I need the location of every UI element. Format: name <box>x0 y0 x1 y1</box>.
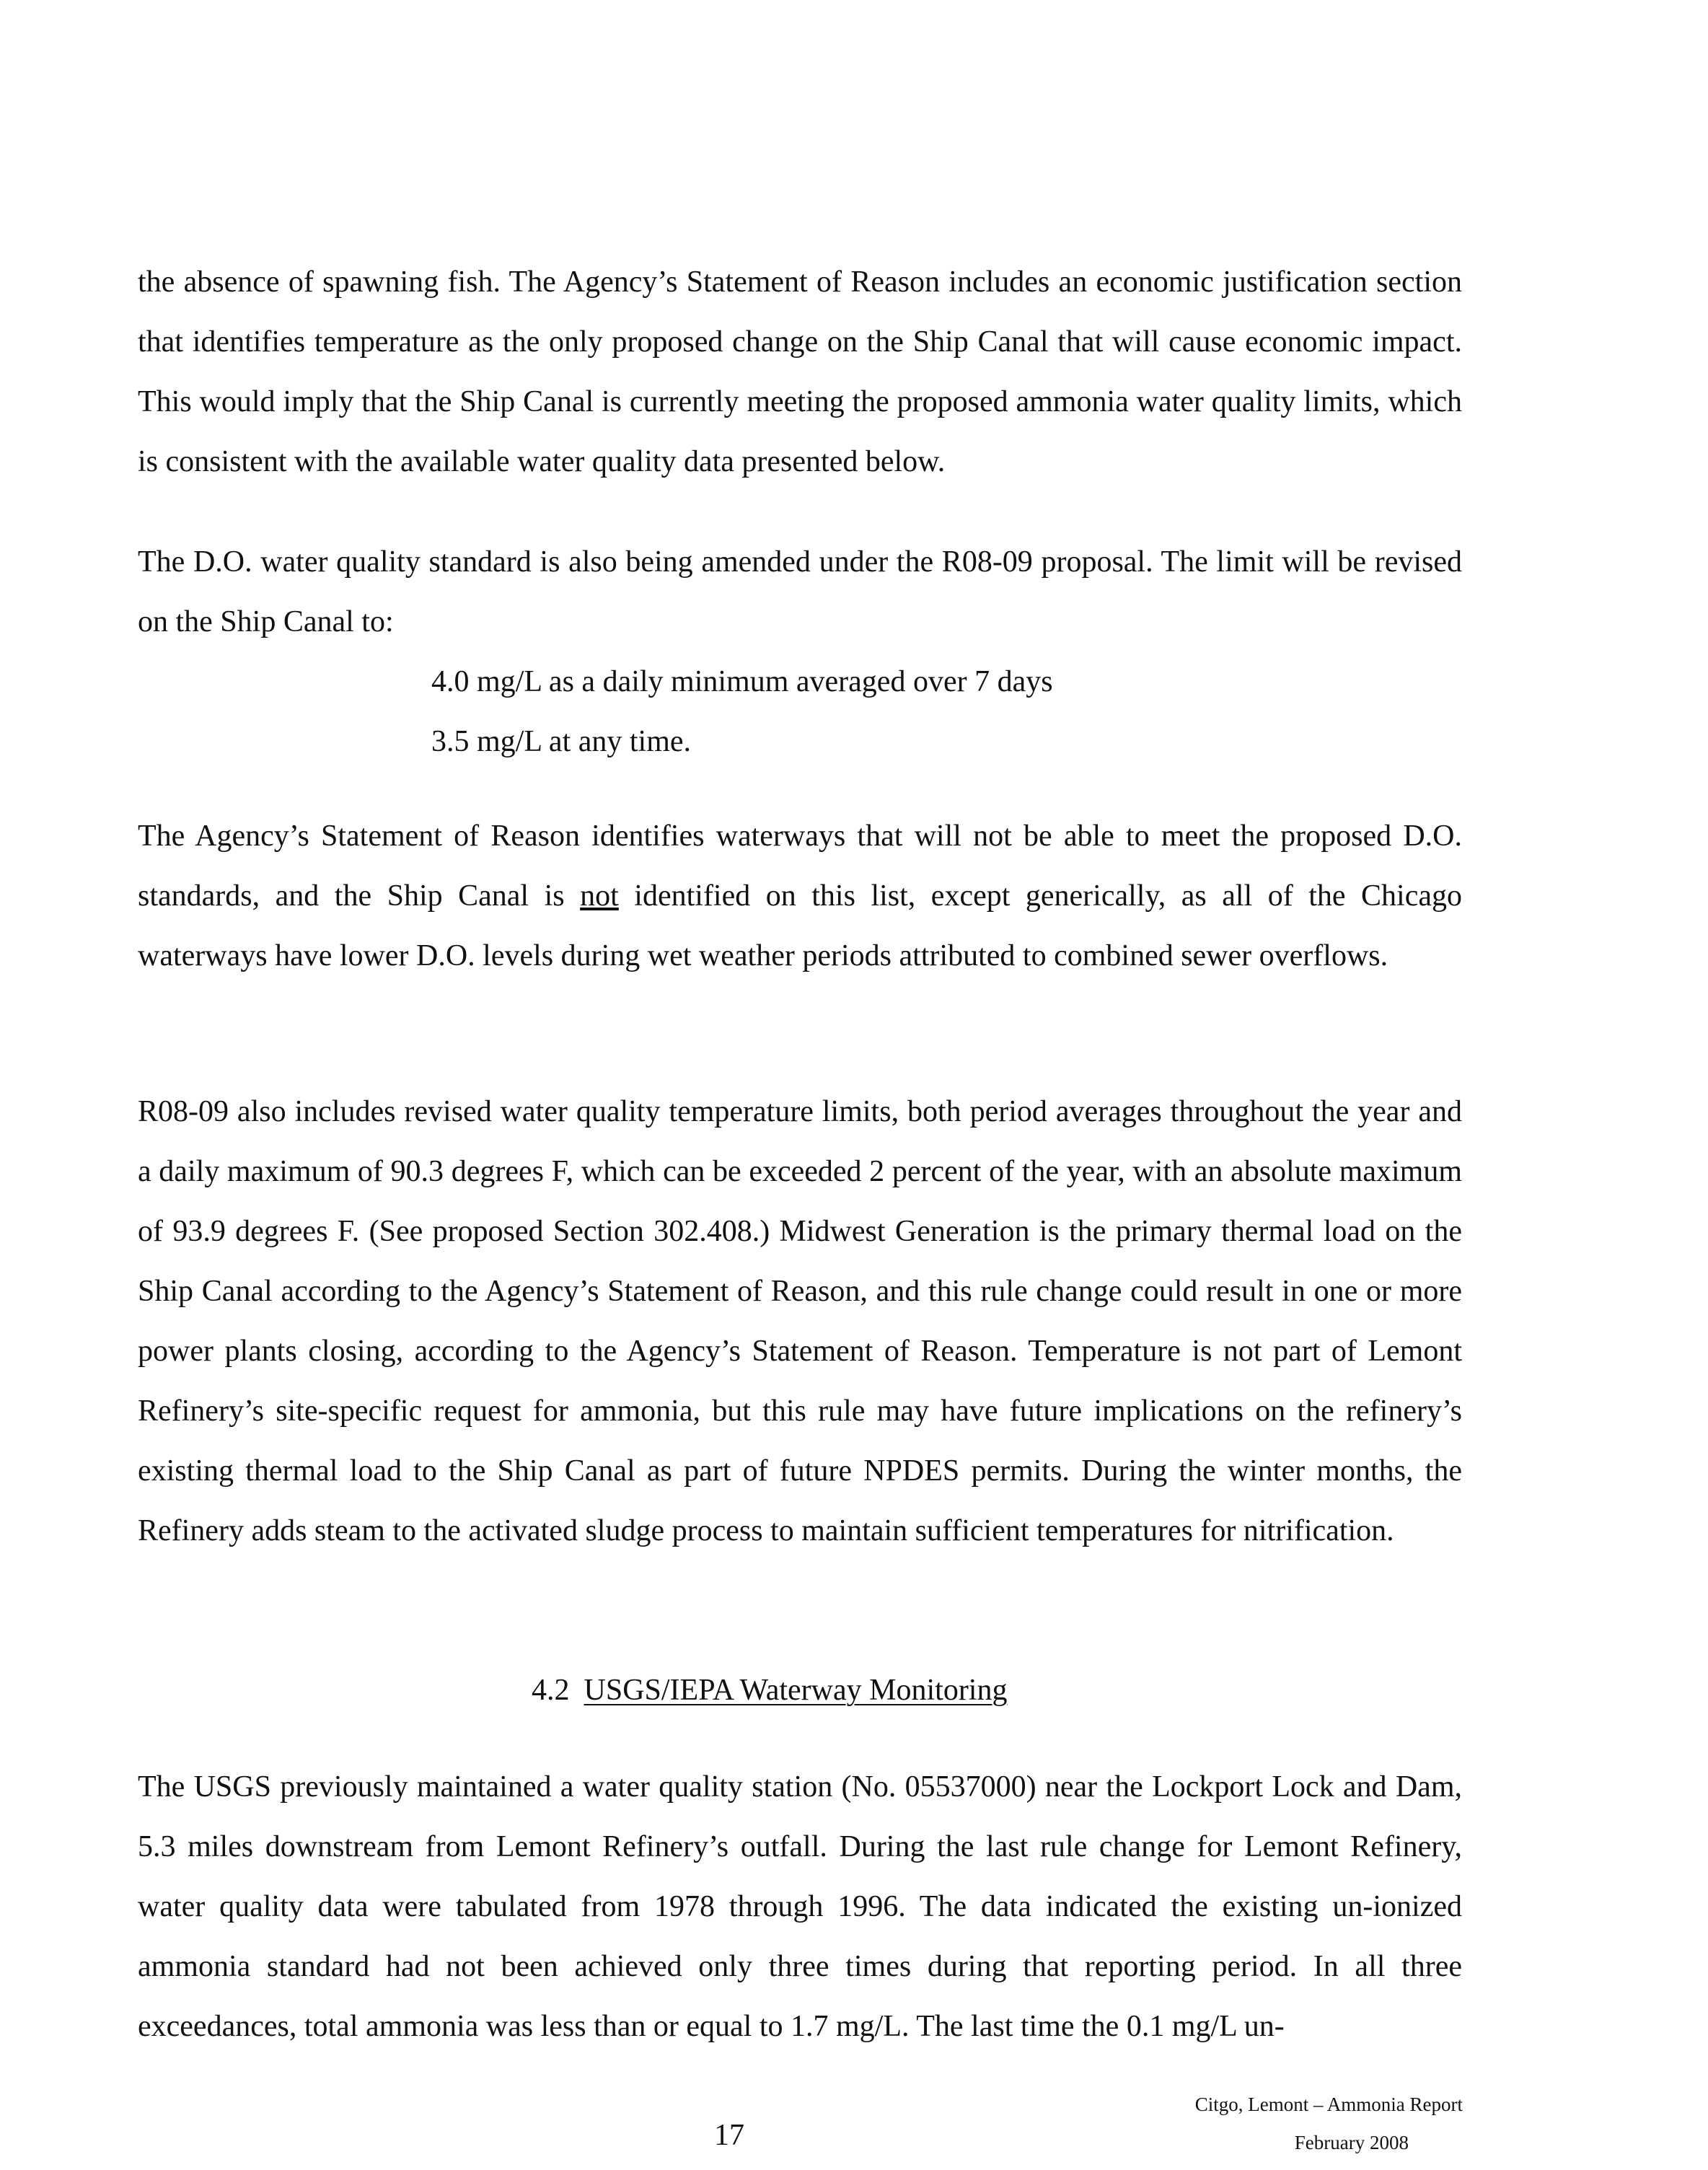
text: The Agency’s Statement of Reason identifies waterways that will not be able to meet the proposed D.O. standards, and the Ship Canal is <box>138 820 1462 913</box>
paragraph-usgs-station: The USGS previously maintained a water quality station (No. 05537000) near the Lockport Lock and Dam, 5.3 miles downstream from Lemont Refinery’s outfall. During the last rule change for Lemont Refinery, water quality data were tabulated from 1978 through 1996. The data indicated the existing un-ionized ammonia standard had not been achieved only three times during that reporting period. In all three exceedances, total ammonia was less than or equal to 1.7 mg/L. The last time the 0.1 mg/L un- <box>138 1770 1462 2043</box>
footer-date: February 2008 <box>1294 2132 1409 2153</box>
do-limit-item: 3.5 mg/L at any time. <box>431 725 692 758</box>
paragraph-economic-impact: the absence of spawning fish. The Agency’s Statement of Reason includes an economic justification section that identifies temperature as the only proposed change on the Ship Canal that will cause economic impact. This would imply that the Ship Canal is currently meeting the proposed ammonia water quality limits, which is consistent with the available water quality data presented below. <box>138 265 1462 478</box>
section-heading <box>532 1661 1007 1721</box>
section-number: 4.2 <box>532 1674 570 1707</box>
paragraph-temperature: R08-09 also includes revised water quality temperature limits, both period averages throughout the year and a daily maximum of 90.3 degrees F, which can be exceeded 2 percent of the year, with an absolute maximum of 93.9 degrees F. (See proposed Section 302.408.) Midwest Generation is the primary thermal load on the Ship Canal according to the Agency’s Statement of Reason, and this rule change could result in one or more power plants closing, according to the Agency’s Statement of Reason. Temperature is not part of Lemont Refinery’s site-specific request for ammonia, but this rule may have future implications on the refinery’s existing thermal load to the Ship Canal as part of future NPDES permits. During the winter months, the Refinery adds steam to the activated sludge process to maintain sufficient temperatures for nitrification. <box>138 1095 1462 1547</box>
underlined-not: not <box>580 879 619 913</box>
paragraph-do-waterways <box>138 807 1462 986</box>
do-limits-list <box>431 652 1053 772</box>
paragraph-do-standard: The D.O. water quality standard is also being amended under the R08-09 proposal. The limit will be revised on the Ship Canal to: <box>138 545 1462 638</box>
section-title: USGS/IEPA Waterway Monitoring <box>584 1674 1008 1707</box>
do-limit-item: 4.0 mg/L as a daily minimum averaged over 7 days <box>431 665 1053 698</box>
footer-report-title: Citgo, Lemont – Ammonia Report <box>1194 2094 1463 2115</box>
page-number: 17 <box>714 2119 744 2152</box>
text: identified on this list, except generically, as all of the Chicago waterways have lower D.O. levels during wet weather periods attributed to combined sewer overflows. <box>138 879 1462 972</box>
